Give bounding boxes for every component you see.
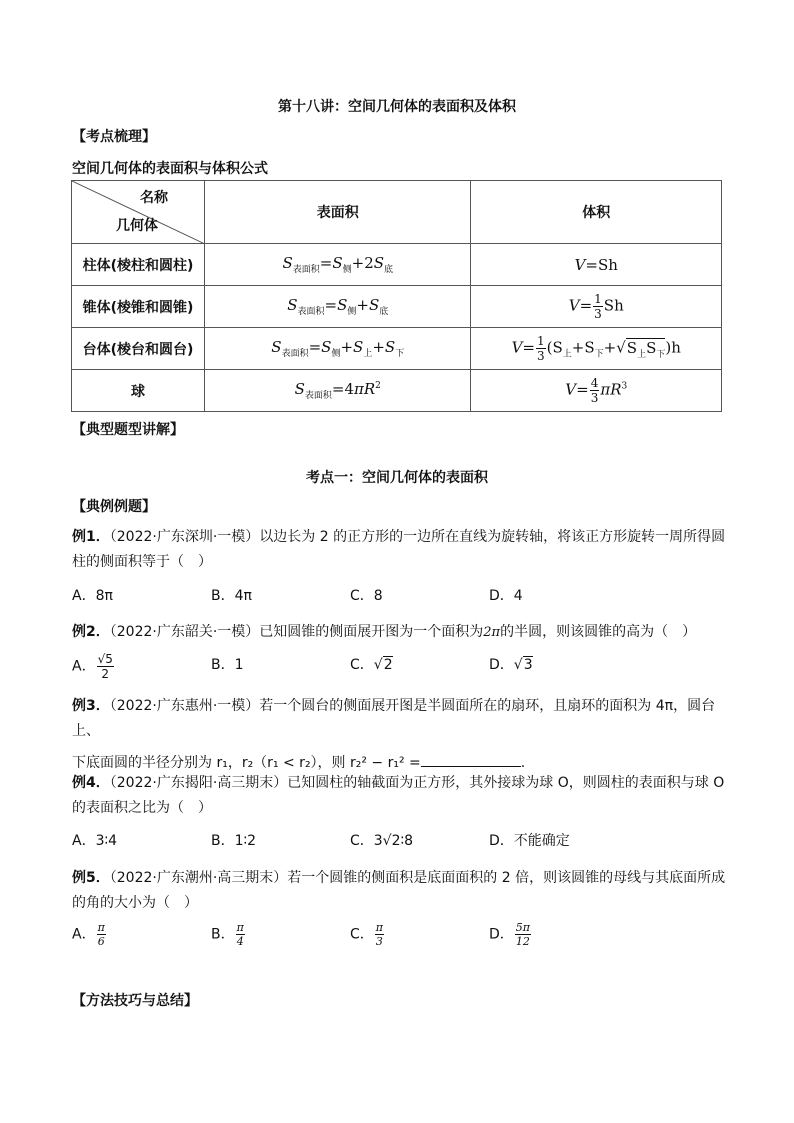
option-c[interactable]: C．√2 (350, 657, 393, 673)
question-label: 例1． (72, 529, 110, 545)
question-5 (72, 866, 732, 948)
options-row (72, 653, 732, 680)
option-d[interactable]: D． $\frac{5\pi}{12}$ (489, 921, 531, 948)
formula-volume: V= $\frac{1}{3}$ Sh (471, 286, 722, 328)
question-text: 的表面积之比为（ ） (72, 800, 212, 816)
option-d[interactable]: D．√3 (489, 657, 533, 673)
option-c[interactable]: C． $\frac{\pi}{3}$ (350, 921, 384, 948)
section-header-kaodian: 【考点梳理】 (72, 129, 156, 145)
kaodian-one-title: 考点一：空间几何体的表面积 (306, 470, 488, 486)
section-header-fangfa: 【方法技巧与总结】 (72, 993, 198, 1009)
col-header-surface: 表面积 (205, 181, 471, 244)
question-text: （2022·广东惠州·一模）若一个圆台的侧面展开图是半圆面所在的扇环，且扇环的面积为 4π，圆台上、 (72, 698, 716, 739)
question-label: 例4． (72, 775, 110, 791)
options-row (72, 584, 732, 609)
question-text: （2022·广东深圳·一模）以边长为 2 的正方形的一边所在直线为旋转轴，将该正方形旋转一周所得圆 (109, 529, 726, 545)
page-title: 第十八讲：空间几何体的表面积及体积 (278, 99, 516, 115)
question-text: （2022·广东揭阳·高三期末）已知圆柱的轴截面为正方形，其外接球为球 O，则圆柱的表面积与球 O (109, 775, 725, 791)
question-label: 例2． (72, 624, 110, 640)
option-d[interactable]: D．不能确定 (489, 833, 570, 849)
section-header-dianxing: 【典型题型讲解】 (72, 422, 184, 438)
formula-table (71, 180, 722, 412)
option-a[interactable]: A．3∶4 (72, 833, 118, 849)
option-c[interactable]: C．3√2∶8 (350, 833, 414, 849)
question-text: （2022·广东潮州·高三期末）若一个圆锥的侧面积是底面面积的 2 倍，则该圆锥的母线与其底面所成 (109, 870, 726, 886)
answer-blank[interactable] (421, 754, 521, 767)
question-4 (72, 771, 732, 854)
table-row (72, 370, 722, 412)
row-name: 球 (72, 370, 205, 412)
options-row (72, 829, 732, 854)
table-row (72, 286, 722, 328)
formula-volume: V= $\frac{1}{3}$ $(S_上+S_下+√S_上S_下)h$ (471, 328, 722, 370)
question-1 (72, 525, 732, 609)
corner-bottom-label: 几何体 (116, 218, 158, 234)
question-text: 柱的侧面积等于（ ） (72, 554, 212, 570)
question-2 (72, 620, 732, 680)
formula-surface: $S_{表面积}=4\pi R^2$ (205, 370, 471, 412)
option-a[interactable]: A． $\frac{√5}{2}$ (72, 652, 113, 681)
option-d[interactable]: D．4 (489, 588, 523, 604)
row-name: 锥体(棱锥和圆锥) (72, 286, 205, 328)
option-c[interactable]: C．8 (350, 588, 383, 604)
formula-surface: $S_{表面积}=S_侧+S_底$ (205, 286, 471, 328)
formula-surface: $S_{表面积}=S_侧+2S_底$ (205, 244, 471, 286)
table-corner-cell (72, 181, 205, 244)
question-label: 例3． (72, 698, 110, 714)
option-b[interactable]: B．1∶2 (211, 833, 257, 849)
question-3: 例3．（2022·广东惠州·一模）若一个圆台的侧面展开图是半圆面所在的扇环，且扇环的面积为 4π，圆台上、 下底面圆的半径分别为 r₁，r₂（r₁ < r₂），则 r₂² − r₁² = . (72, 698, 716, 771)
question-label: 例5． (72, 870, 110, 886)
question-text: （2022·广东韶关·一模）已知圆锥的侧面展开图为一个面积为 (109, 624, 484, 640)
question-text: 的半圆，则该圆锥的高为（ ） (500, 624, 697, 640)
corner-top-label: 名称 (140, 190, 168, 206)
section-header-lianti: 【典例例题】 (72, 499, 156, 515)
options-row (72, 922, 732, 948)
col-header-volume: 体积 (471, 181, 722, 244)
option-b[interactable]: B．1 (211, 657, 244, 673)
row-name: 柱体(棱柱和圆柱) (72, 244, 205, 286)
question-text: 的角的大小为（ ） (72, 895, 198, 911)
question-text: 下底面圆的半径分别为 r₁，r₂（r₁ < r₂），则 r₂² − r₁² = (72, 755, 421, 771)
math-pi: 2π (483, 625, 501, 640)
formula-surface: $S_{表面积}=S_侧+S_上+S_下$ (205, 328, 471, 370)
formula-volume: V=Sh (471, 244, 722, 286)
table-caption: 空间几何体的表面积与体积公式 (72, 161, 268, 177)
table-row (72, 328, 722, 370)
row-name: 台体(棱台和圆台) (72, 328, 205, 370)
option-b[interactable]: B．4π (211, 588, 252, 604)
formula-volume: V= $\frac{4}{3}$ $\pi R^3$ (471, 370, 722, 412)
table-header-row (72, 181, 722, 244)
option-b[interactable]: B． $\frac{\pi}{4}$ (211, 921, 244, 948)
option-a[interactable]: A． $\frac{\pi}{6}$ (72, 921, 105, 948)
option-a[interactable]: A．8π (72, 588, 113, 604)
table-row (72, 244, 722, 286)
